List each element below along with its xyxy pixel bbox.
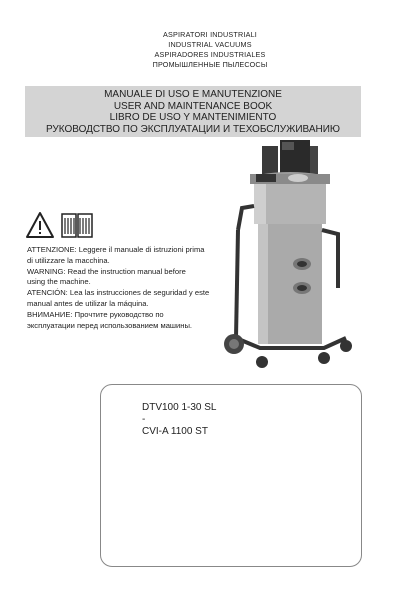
warning-line: WARNING: Read the instruction manual before <box>27 266 186 276</box>
banner-line-es: LIBRO DE USO Y MANTENIMIENTO <box>109 112 277 123</box>
warning-line: manual antes de utilizar la máquina. <box>27 298 149 308</box>
warning-line: using the machine. <box>27 277 91 287</box>
header-line-it: ASPIRATORI INDUSTRIALI <box>163 30 257 39</box>
header-line-es: ASPIRADORES INDUSTRIALES <box>154 50 266 59</box>
header-block <box>0 30 420 70</box>
warnings-text <box>27 245 227 331</box>
banner-line-en: USER AND MAINTENANCE BOOK <box>113 100 273 112</box>
warning-line: ВНИМАНИЕ: Прочтите руководство по <box>27 309 164 319</box>
open-book-icon <box>60 211 94 239</box>
header-line-en: INDUSTRIAL VACUUMS <box>168 40 252 49</box>
banner-line-ru: РУКОВОДСТВО ПО ЭКСПЛУАТАЦИИ И ТЕХОБСЛУЖИВАНИЮ <box>45 123 341 135</box>
model-separator: - <box>142 414 146 425</box>
model-box <box>100 384 362 567</box>
header-line-ru: ПРОМЫШЛЕННЫЕ ПЫЛЕСОСЫ <box>152 60 268 69</box>
model-line-1: DTV100 1-30 SL <box>142 402 217 413</box>
model-line-2: CVI-A 1100 ST <box>142 426 208 437</box>
manual-title-banner <box>25 86 361 137</box>
warning-line: ATTENZIONE: Leggere il manuale di istruzioni prima <box>27 245 205 254</box>
industrial-vacuum-image <box>220 138 360 383</box>
warning-triangle-icon <box>25 211 55 239</box>
warning-line: di utilizzare la macchina. <box>27 255 110 265</box>
warning-line: ATENCIÓN: Lea las instrucciones de seguridad y este <box>27 288 210 298</box>
model-text <box>142 402 217 438</box>
warning-line: эксплуатации перед использованием машины. <box>27 320 193 330</box>
banner-line-it: MANUALE DI USO E MANUTENZIONE <box>104 89 282 100</box>
safety-icons <box>25 211 105 243</box>
